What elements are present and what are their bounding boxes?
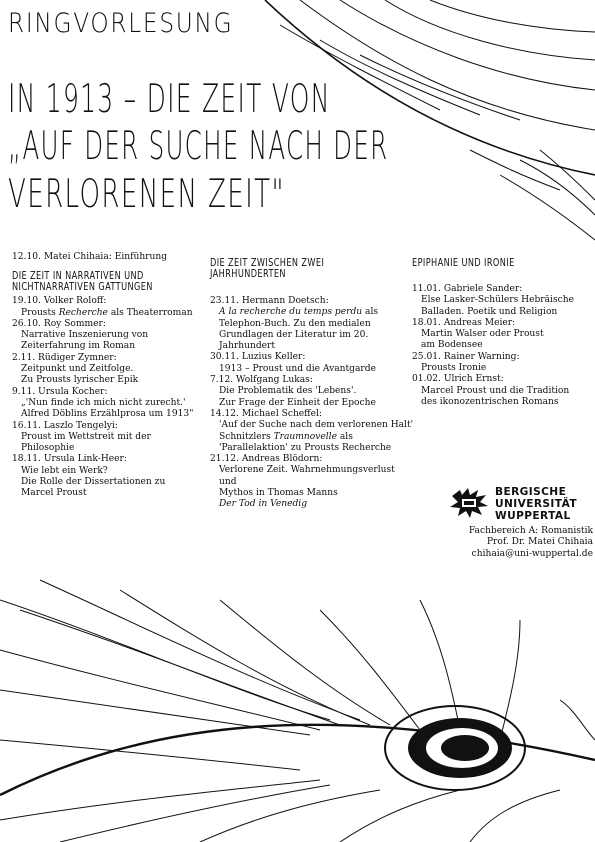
lecture-title-line [12, 477, 207, 488]
lecture-title-text: 1913 – Proust und die Avantgarde [219, 363, 376, 374]
lecture-date: 26.10. [12, 318, 41, 329]
lecture-date-speaker [412, 318, 592, 329]
university-name-line-1: BERGISCHE [495, 486, 567, 498]
lecture-title-line [12, 375, 207, 386]
lecture-date-speaker [210, 352, 415, 363]
lecture-entry [12, 353, 207, 387]
department: Fachbereich A: Romanistik [468, 526, 593, 536]
lecture-title-line [412, 307, 592, 318]
lecture-title-line [412, 329, 592, 340]
lecture-speaker: Luzius Keller: [241, 352, 306, 363]
lecture-title-line [210, 330, 415, 341]
lecture-date: 01.02. [412, 374, 441, 385]
professor: Prof. Dr. Matei Chihaia [486, 537, 593, 548]
contact-email[interactable]: chihaia@uni-wuppertal.de [471, 548, 593, 559]
lecture-title-text: Jahrhundert [219, 341, 276, 352]
lecture-title-line [210, 319, 415, 330]
lecture-title-italic: Traumnovelle [273, 431, 337, 442]
lecture-title-text: am Bodensee [421, 340, 483, 351]
lecture-title-line [210, 488, 415, 499]
lecture-title-line [412, 340, 592, 351]
lecture-title-italic: Der Tod in Venedig [219, 499, 308, 510]
lecture-title-line [412, 295, 592, 306]
lecture-title-text: Zeiterfahrung im Roman [21, 341, 136, 352]
lecture-title-line [210, 420, 415, 431]
lecture-speaker: Hermann Doetsch: [241, 296, 329, 306]
lecture-title-line [210, 465, 415, 488]
lecture-date: 30.11. [210, 352, 239, 363]
intro-date: 12.10. [12, 252, 41, 262]
section-3-lectures [412, 284, 592, 408]
section-2-heading [210, 258, 415, 280]
lecture-date: 2.11. [12, 352, 36, 363]
lecture-speaker: Rainer Warning: [443, 351, 520, 362]
intro-text: Matei Chihaia: Einführung [43, 252, 168, 262]
lecture-title-text: Telephon-Buch. Zu den medialen [219, 318, 371, 329]
lecture-title-line [12, 409, 207, 420]
column-1 [12, 252, 207, 500]
lecture-date: 14.12. [210, 408, 239, 419]
lecture-date-speaker [12, 319, 207, 330]
lecture-entry [412, 352, 592, 375]
lecture-entry [412, 284, 592, 318]
section-2-heading-line-2: JAHRHUNDERTEN [210, 268, 286, 280]
lecture-speaker: Ursula Kocher: [38, 386, 108, 397]
lecture-entry [12, 454, 207, 499]
lecture-entry [12, 319, 207, 353]
lecture-entry [210, 375, 415, 409]
lecture-date: 9.11. [12, 386, 36, 397]
lecture-title-text: Die Rolle der Dissertationen zu [21, 477, 166, 488]
column-3 [412, 258, 592, 408]
lecture-entry [12, 421, 207, 455]
lecture-title-text: „'Nun finde ich mich nicht zurecht.' [21, 397, 186, 408]
lecture-title-text: Marcel Proust und die Tradition [421, 385, 570, 396]
lecture-title-text: als Theaterroman [107, 307, 193, 318]
lecture-title-text: Mythos in Thomas Manns [219, 488, 338, 499]
lecture-date: 21.12. [210, 454, 239, 465]
lecture-entry [210, 296, 415, 352]
lecture-title-text: des ikonozentrischen Romans [421, 396, 559, 407]
lecture-title-text: Zur Frage der Einheit der Epoche [219, 397, 376, 408]
lecture-title-text: Narrative Inszenierung von [21, 330, 149, 341]
lecture-speaker: Andreas Blödorn: [241, 454, 323, 465]
lecture-title-text: Grundlagen der Literatur im 20. [219, 329, 369, 340]
lecture-title-italic: Recherche [58, 307, 108, 318]
lecture-title-text: Zeitpunkt und Zeitfolge. [21, 364, 134, 375]
lecture-title-text: Marcel Proust [21, 488, 87, 499]
section-3-heading [412, 258, 592, 269]
lecture-date-speaker [412, 284, 592, 295]
lecture-title-text: 'Parallelaktion' zu Prousts Recherche [219, 442, 392, 453]
lecture-date-speaker [12, 454, 207, 465]
lecture-speaker: Laszlo Tengelyi: [43, 420, 118, 431]
lecture-title-text: 'Auf der Suche nach dem verlorenen Halt' [219, 420, 414, 431]
lecture-title-line [210, 432, 415, 443]
lecture-title-text: Prousts Ironie [421, 363, 487, 374]
lecture-speaker: Andreas Meier: [443, 317, 516, 328]
lecture-date-speaker [210, 375, 415, 386]
section-1-heading [12, 271, 207, 293]
lecture-title-line [412, 363, 592, 374]
lecture-title-line [12, 398, 207, 409]
lecture-date: 11.01. [412, 284, 441, 294]
lecture-entry [12, 296, 207, 319]
main-title-line-2: „AUF DER SUCHE NACH DER [8, 124, 389, 169]
lecture-speaker: Michael Scheffel: [241, 408, 322, 419]
lecture-title-text: Verlorene Zeit. Wahrnehmungsverlust und [219, 465, 395, 487]
lecture-date-speaker [210, 454, 415, 465]
lecture-entry [210, 352, 415, 375]
lecture-entry [412, 318, 592, 352]
lecture-title-line [12, 330, 207, 341]
lecture-date-speaker [412, 374, 592, 385]
lecture-title-line [12, 432, 207, 455]
university-block [448, 486, 593, 560]
lecture-title-text: als [362, 307, 379, 318]
lecture-title-line [210, 341, 415, 352]
lecture-title-line [210, 398, 415, 409]
intro-lecture [12, 252, 207, 263]
lecture-title-text: Schnitzlers [219, 431, 274, 442]
lecture-title-line [210, 307, 415, 318]
lecture-title-line [12, 466, 207, 477]
lecture-speaker: Rüdiger Zymner: [38, 352, 117, 363]
lecture-title-line [412, 397, 592, 408]
lecture-date: 18.01. [412, 317, 441, 328]
lecture-speaker: Roy Sommer: [43, 318, 106, 329]
section-1-lectures [12, 296, 207, 499]
main-title-line-3: VERLORENEN ZEIT" [8, 172, 285, 217]
lecture-title-text: Proust im Wettstreit mit der Philosophie [21, 431, 151, 454]
lecture-speaker: Wolfgang Lukas: [236, 375, 313, 386]
lecture-speaker: Gabriele Sander: [443, 284, 523, 294]
lecture-entry [412, 374, 592, 408]
main-title-line-1: IN 1913 – DIE ZEIT VON [8, 77, 331, 122]
section-2-lectures [210, 296, 415, 511]
university-name-line-2: UNIVERSITÄT [495, 498, 577, 510]
lecture-date: 25.01. [412, 351, 441, 362]
lecture-title-line [12, 308, 207, 319]
section-1-heading-line-2: NICHTNARRATIVEN GATTUNGEN [12, 281, 153, 294]
lecture-date: 18.11. [12, 454, 41, 465]
section-2-heading-line-1: DIE ZEIT ZWISCHEN ZWEI [210, 257, 325, 269]
section-3-heading-line-1: EPIPHANIE UND IRONIE [412, 257, 515, 269]
lecture-title-text: als [336, 431, 353, 442]
lecture-title-line [412, 386, 592, 397]
lecture-date-speaker [12, 387, 207, 398]
lecture-date: 7.12. [210, 375, 234, 386]
lecture-title-line [210, 364, 415, 375]
lecture-title-line [210, 386, 415, 397]
lecture-speaker: Ulrich Ernst: [443, 374, 504, 385]
lecture-title-text: Balladen. Poetik und Religion [421, 306, 558, 317]
lecture-title-text: Wie lebt ein Werk? [21, 465, 108, 476]
section-1-heading-line-1: DIE ZEIT IN NARRATIVEN UND [12, 270, 144, 283]
lecture-title-line [12, 488, 207, 499]
lecture-title-text: Martin Walser oder Proust [421, 329, 544, 340]
lecture-entry [210, 454, 415, 510]
column-2 [210, 258, 415, 511]
lecture-date-speaker [210, 296, 415, 307]
university-logo-icon [448, 486, 490, 520]
lecture-title-line [12, 341, 207, 352]
university-name-line-3: WUPPERTAL [495, 510, 571, 522]
lecture-speaker: Volker Roloff: [43, 296, 107, 307]
lecture-title-text: Zu Prousts lyrischer Epik [21, 375, 139, 386]
lecture-entry [12, 387, 207, 421]
lecture-speaker: Ursula Link-Heer: [43, 454, 127, 465]
lecture-date: 19.10. [12, 296, 41, 307]
lecture-entry [210, 409, 415, 454]
lecture-title-italic: A la recherche du temps perdu [219, 307, 363, 318]
lecture-title-line [12, 364, 207, 375]
lecture-date: 23.11. [210, 296, 239, 306]
lecture-title-line [210, 499, 415, 510]
lecture-date-speaker [12, 296, 207, 307]
lecture-date-speaker [210, 409, 415, 420]
lecture-date-speaker [12, 353, 207, 364]
lecture-title-text: Alfred Döblins Erzählprosa um 1913" [21, 409, 194, 420]
series-title: RINGVORLESUNG [8, 8, 234, 39]
lecture-date-speaker [412, 352, 592, 363]
lecture-title-text: Else Lasker-Schülers Hebräische [421, 295, 574, 306]
lecture-title-text: Die Problematik des 'Lebens'. [219, 386, 357, 397]
lecture-title-line [210, 443, 415, 454]
lecture-title-text: Prousts [21, 307, 59, 318]
lecture-date-speaker [12, 421, 207, 432]
lecture-date: 16.11. [12, 420, 41, 431]
